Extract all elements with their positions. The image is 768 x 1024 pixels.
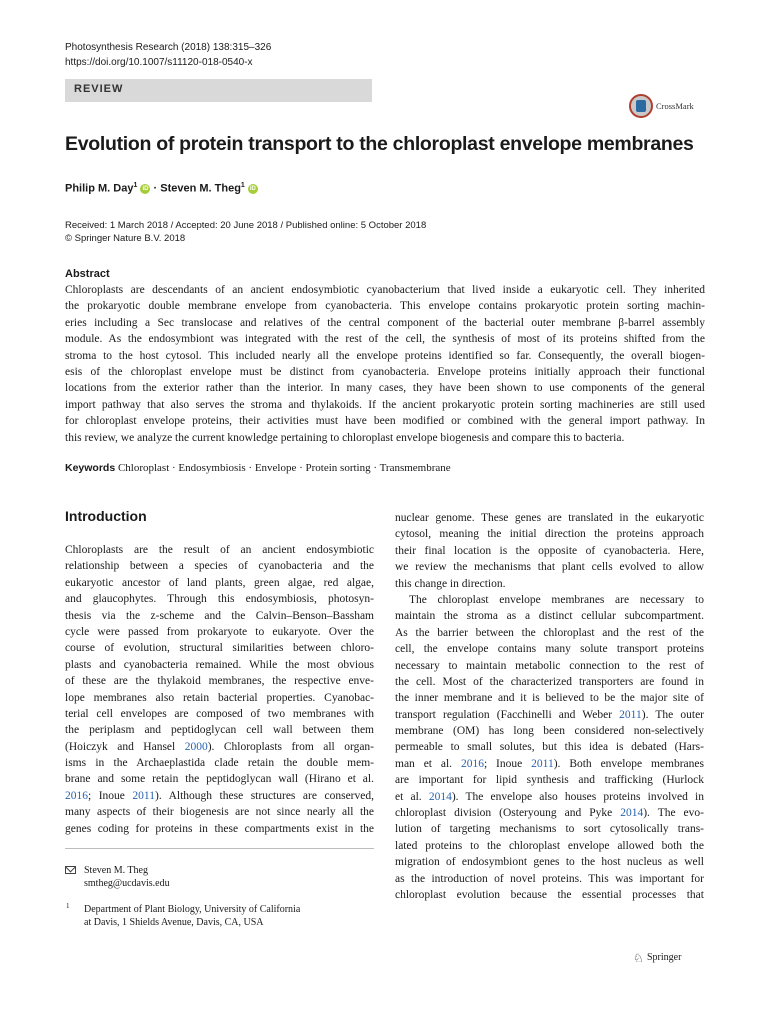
body-text: lated proteins to the chloroplast envelope allowed both the (395, 839, 704, 852)
body-text-line (65, 591, 374, 607)
body-text-line (395, 559, 704, 575)
body-text: thesis via the z-scheme and the Calvin–Benson–Bassham (65, 609, 374, 622)
body-text: necessary to maintain metabolic connection to the rest of (395, 659, 704, 672)
body-text-line (395, 887, 704, 903)
body-text-line (395, 739, 704, 755)
body-text: plasts and cyanobacteria remained. While the most obvious (65, 658, 374, 671)
body-text: relationship between a species of cyanobacteria and the (65, 560, 374, 573)
body-text-line (395, 625, 704, 641)
copyright-notice: © Springer Nature B.V. 2018 (65, 233, 186, 244)
author-affiliation-marker: 1 (240, 182, 245, 189)
body-text-line (65, 608, 374, 624)
body-text: and glaucophytes. Through this endosymbiosis, photosyn- (65, 593, 374, 606)
body-text: transport regulation (Facchinelli and Weber (395, 708, 620, 721)
keywords-list: Chloroplast · Endosymbiosis · Envelope · Protein sorting · Transmembrane (117, 462, 451, 474)
body-text-line (65, 755, 374, 771)
body-text: man et al. (395, 757, 461, 770)
body-text: chloroplast division (Osteryoung and Pyke (395, 807, 621, 820)
body-text-line (395, 707, 704, 723)
body-text-line (395, 789, 704, 805)
citation-link[interactable]: 2016 (65, 789, 88, 802)
author-name[interactable]: Steven M. Theg (160, 182, 241, 195)
body-text: the periplasm and peptidoglycan cell wall between them (65, 724, 374, 737)
body-text: lution of targeting mechanisms to sort cytosolically trans- (395, 823, 704, 836)
body-text-line (395, 821, 704, 837)
body-text-line (65, 690, 374, 706)
body-text-line (395, 608, 704, 624)
orcid-icon[interactable]: iD (142, 185, 149, 192)
citation-link[interactable]: 2011 (531, 757, 554, 770)
keywords-label: Keywords (65, 462, 116, 474)
citation-link[interactable]: 2000 (184, 740, 208, 753)
body-text-line (65, 722, 374, 738)
body-text-line (65, 558, 374, 574)
abstract-line: esis of the chloroplast envelope must be distinct from cyanobacteria. Envelope proteins initially approach their functional (65, 365, 705, 378)
body-text-line (395, 756, 704, 772)
body-text-line (65, 739, 374, 755)
body-text-line (395, 674, 704, 690)
body-text: ; Inoue (88, 789, 133, 802)
doi-link[interactable]: https://doi.org/10.1007/s11120-018-0540-x (65, 57, 253, 68)
body-text-line (65, 673, 374, 689)
body-text: of these are the thylakoid membranes, the respective enve- (65, 675, 374, 688)
body-text: membrane (OM) has long been considered non-selectively (395, 725, 704, 738)
corresponding-author-email[interactable]: smtheg@ucdavis.edu (84, 878, 170, 889)
crossmark-icon (629, 94, 653, 118)
body-text: as the introduction of novel proteins. This was important for (395, 872, 704, 885)
body-text-line (65, 804, 374, 820)
crossmark-badge[interactable] (629, 93, 705, 121)
body-text-line (395, 543, 704, 559)
abstract-line: for chloroplast envelope proteins, their activities must have been modified or combined with the general import pathway. In (65, 415, 705, 428)
body-text: the cell. Most of the characterized transporters are found in (395, 675, 704, 688)
body-text-line (395, 690, 704, 706)
affiliation-line: Department of Plant Biology, University of California (84, 904, 301, 915)
footnote-divider (65, 848, 374, 849)
body-text-line (395, 592, 704, 608)
journal-citation: Photosynthesis Research (2018) 138:315–326 (65, 42, 272, 53)
body-text-line (65, 640, 374, 656)
abstract-body (65, 282, 705, 446)
crossmark-label: CrossMark (656, 101, 694, 111)
abstract-line: the prokaryotic double membrane envelope from cyanobacteria. This envelope contains prokaryotic protein sorting machin- (65, 300, 705, 313)
body-text: ). Although these structures are conserved, (155, 789, 374, 802)
citation-link[interactable]: 2016 (460, 757, 484, 770)
body-text-line (395, 772, 704, 788)
body-text-line (395, 526, 704, 542)
citation-link[interactable]: 2011 (132, 789, 155, 802)
body-text: ). Chloroplasts from all organ- (207, 740, 374, 753)
abstract-line: Chloroplasts are descendants of an ancient endosymbiotic cyanobacterium that lived inside a eukaryotic cell. They inherited (65, 284, 705, 296)
section-label: REVIEW (74, 83, 124, 95)
body-text: many aspects of their biogenesis are not since nearly all the (65, 806, 374, 819)
body-text-line (65, 624, 374, 640)
body-text-line (65, 788, 374, 804)
abstract-heading: Abstract (65, 268, 110, 280)
author-list (65, 178, 258, 197)
body-column-right (395, 510, 704, 903)
body-text-line (65, 542, 374, 558)
body-text: The chloroplast envelope membranes are necessary to (409, 593, 704, 606)
affiliation-number: 1 (66, 902, 70, 910)
publisher-logo-text: Springer (647, 952, 682, 963)
body-text: this change in direction. (395, 577, 506, 590)
body-text: ). The outer (641, 708, 705, 721)
body-text: are important for lipid synthesis and trafficking (Hurlock (395, 774, 704, 787)
citation-link[interactable]: 2011 (619, 708, 642, 721)
body-text-line (395, 641, 704, 657)
article-title: Evolution of protein transport to the chloroplast envelope membranes (65, 133, 694, 155)
introduction-heading: Introduction (65, 508, 147, 524)
body-text-line (395, 658, 704, 674)
section-label-bar (65, 79, 372, 102)
abstract-line: eries including a Sec translocase and relatives of the central component of the bacterial outer membrane β-barrel assembly (65, 316, 705, 329)
body-text: brane and some retain the peptidoglycan wall (Hirano et al. (65, 773, 374, 786)
body-text: we review the mechanisms that plant cells evolved to allow (395, 561, 704, 574)
citation-link[interactable]: 2014 (620, 807, 644, 820)
body-text-line (395, 854, 704, 870)
body-text: migration of endosymbiont genes to the host nucleus as well (395, 856, 704, 869)
springer-horse-icon: ♘ (633, 951, 644, 965)
abstract-line: module. As the endosymbiont was integrated with the rest of the cell, the synthesis of most of its proteins shifted from the (65, 333, 705, 346)
body-text-line (65, 821, 374, 837)
abstract-line: locations from the exterior rather than the interior. In many cases, they have been shown to use components of the general (65, 382, 705, 395)
body-text: chloroplast evolution because the essential processes that (395, 888, 704, 901)
body-text: et al. (395, 790, 429, 803)
publication-dates: Received: 1 March 2018 / Accepted: 20 June 2018 / Published online: 5 October 2018 (65, 220, 427, 231)
author-separator: · (153, 182, 158, 195)
body-text-line (395, 838, 704, 854)
body-text: cell, the envelope contains many solute transport proteins (395, 643, 704, 656)
body-text-line (65, 706, 374, 722)
body-text-line (395, 576, 704, 592)
body-text: genes coding for proteins in these compartments exist in the (65, 822, 374, 835)
keywords-line (65, 461, 451, 475)
body-text-line (395, 510, 704, 526)
abstract-line: import pathway that also serves the stroma and thylakoids. If the ancient prokaryotic protein sorting machineries are still used (65, 398, 705, 411)
orcid-icon[interactable]: iD (249, 185, 256, 192)
body-text: maintain the stroma as a distinct cellular subcompartment. (395, 610, 704, 623)
body-text: ; Inoue (483, 757, 532, 770)
body-text: cytosol, meaning the initial direction the proteins approach (395, 528, 704, 541)
body-text: ). The evo- (643, 807, 704, 820)
body-text: terial cell envelopes are composed of two membranes with (65, 707, 374, 720)
abstract-line: this review, we analyze the current knowledge pertaining to chloroplast envelope biogenesis and compare this to bacteria. (65, 431, 625, 444)
body-text-line (65, 771, 374, 787)
body-text: their final location is the opposite of cyanobacteria. Here, (395, 544, 704, 557)
affiliation-line: at Davis, 1 Shields Avenue, Davis, CA, USA (84, 917, 264, 928)
corresponding-author-name: Steven M. Theg (84, 865, 148, 876)
envelope-icon (65, 866, 76, 874)
body-text: cycle were passed from prokaryote to eukaryote. Over the (65, 625, 374, 638)
body-text: nuclear genome. These genes are translated in the eukaryotic (395, 512, 704, 524)
body-text: Chloroplasts are the result of an ancient endosymbiotic (65, 544, 374, 556)
body-text: eukaryotic ancestor of land plants, green algae, red algae, (65, 576, 374, 589)
body-text: course of evolution, structural similarities between chloro- (65, 642, 374, 655)
body-text: lope membranes also retain bacterial properties. Cyanobac- (65, 691, 374, 704)
body-text: the inner membrane and it is believed to be the major site of (395, 692, 704, 705)
body-text: permeable to small solutes, but this idea is debated (Hars- (395, 741, 704, 754)
author-affiliation-marker: 1 (133, 182, 138, 189)
body-text-line (395, 805, 704, 821)
body-text: (Hoiczyk and Hansel (65, 740, 185, 753)
body-text-line (395, 723, 704, 739)
author-name[interactable]: Philip M. Day (65, 182, 134, 195)
body-column-left (65, 542, 374, 837)
abstract-line: stroma to the host cytosol. This included nearly all the envelope proteins identified so far. Consequently, the overall biogen- (65, 349, 705, 362)
body-text: ). Both envelope membranes (553, 757, 704, 770)
body-text: ). The envelope also houses proteins involved in (451, 790, 704, 803)
body-text-line (65, 575, 374, 591)
body-text-line (395, 871, 704, 887)
citation-link[interactable]: 2014 (428, 790, 452, 803)
body-text: As the barrier between the chloroplast and the rest of the (395, 626, 704, 639)
body-text: isms in the Archaeplastida clade retain the double mem- (65, 757, 374, 770)
body-text-line (65, 657, 374, 673)
